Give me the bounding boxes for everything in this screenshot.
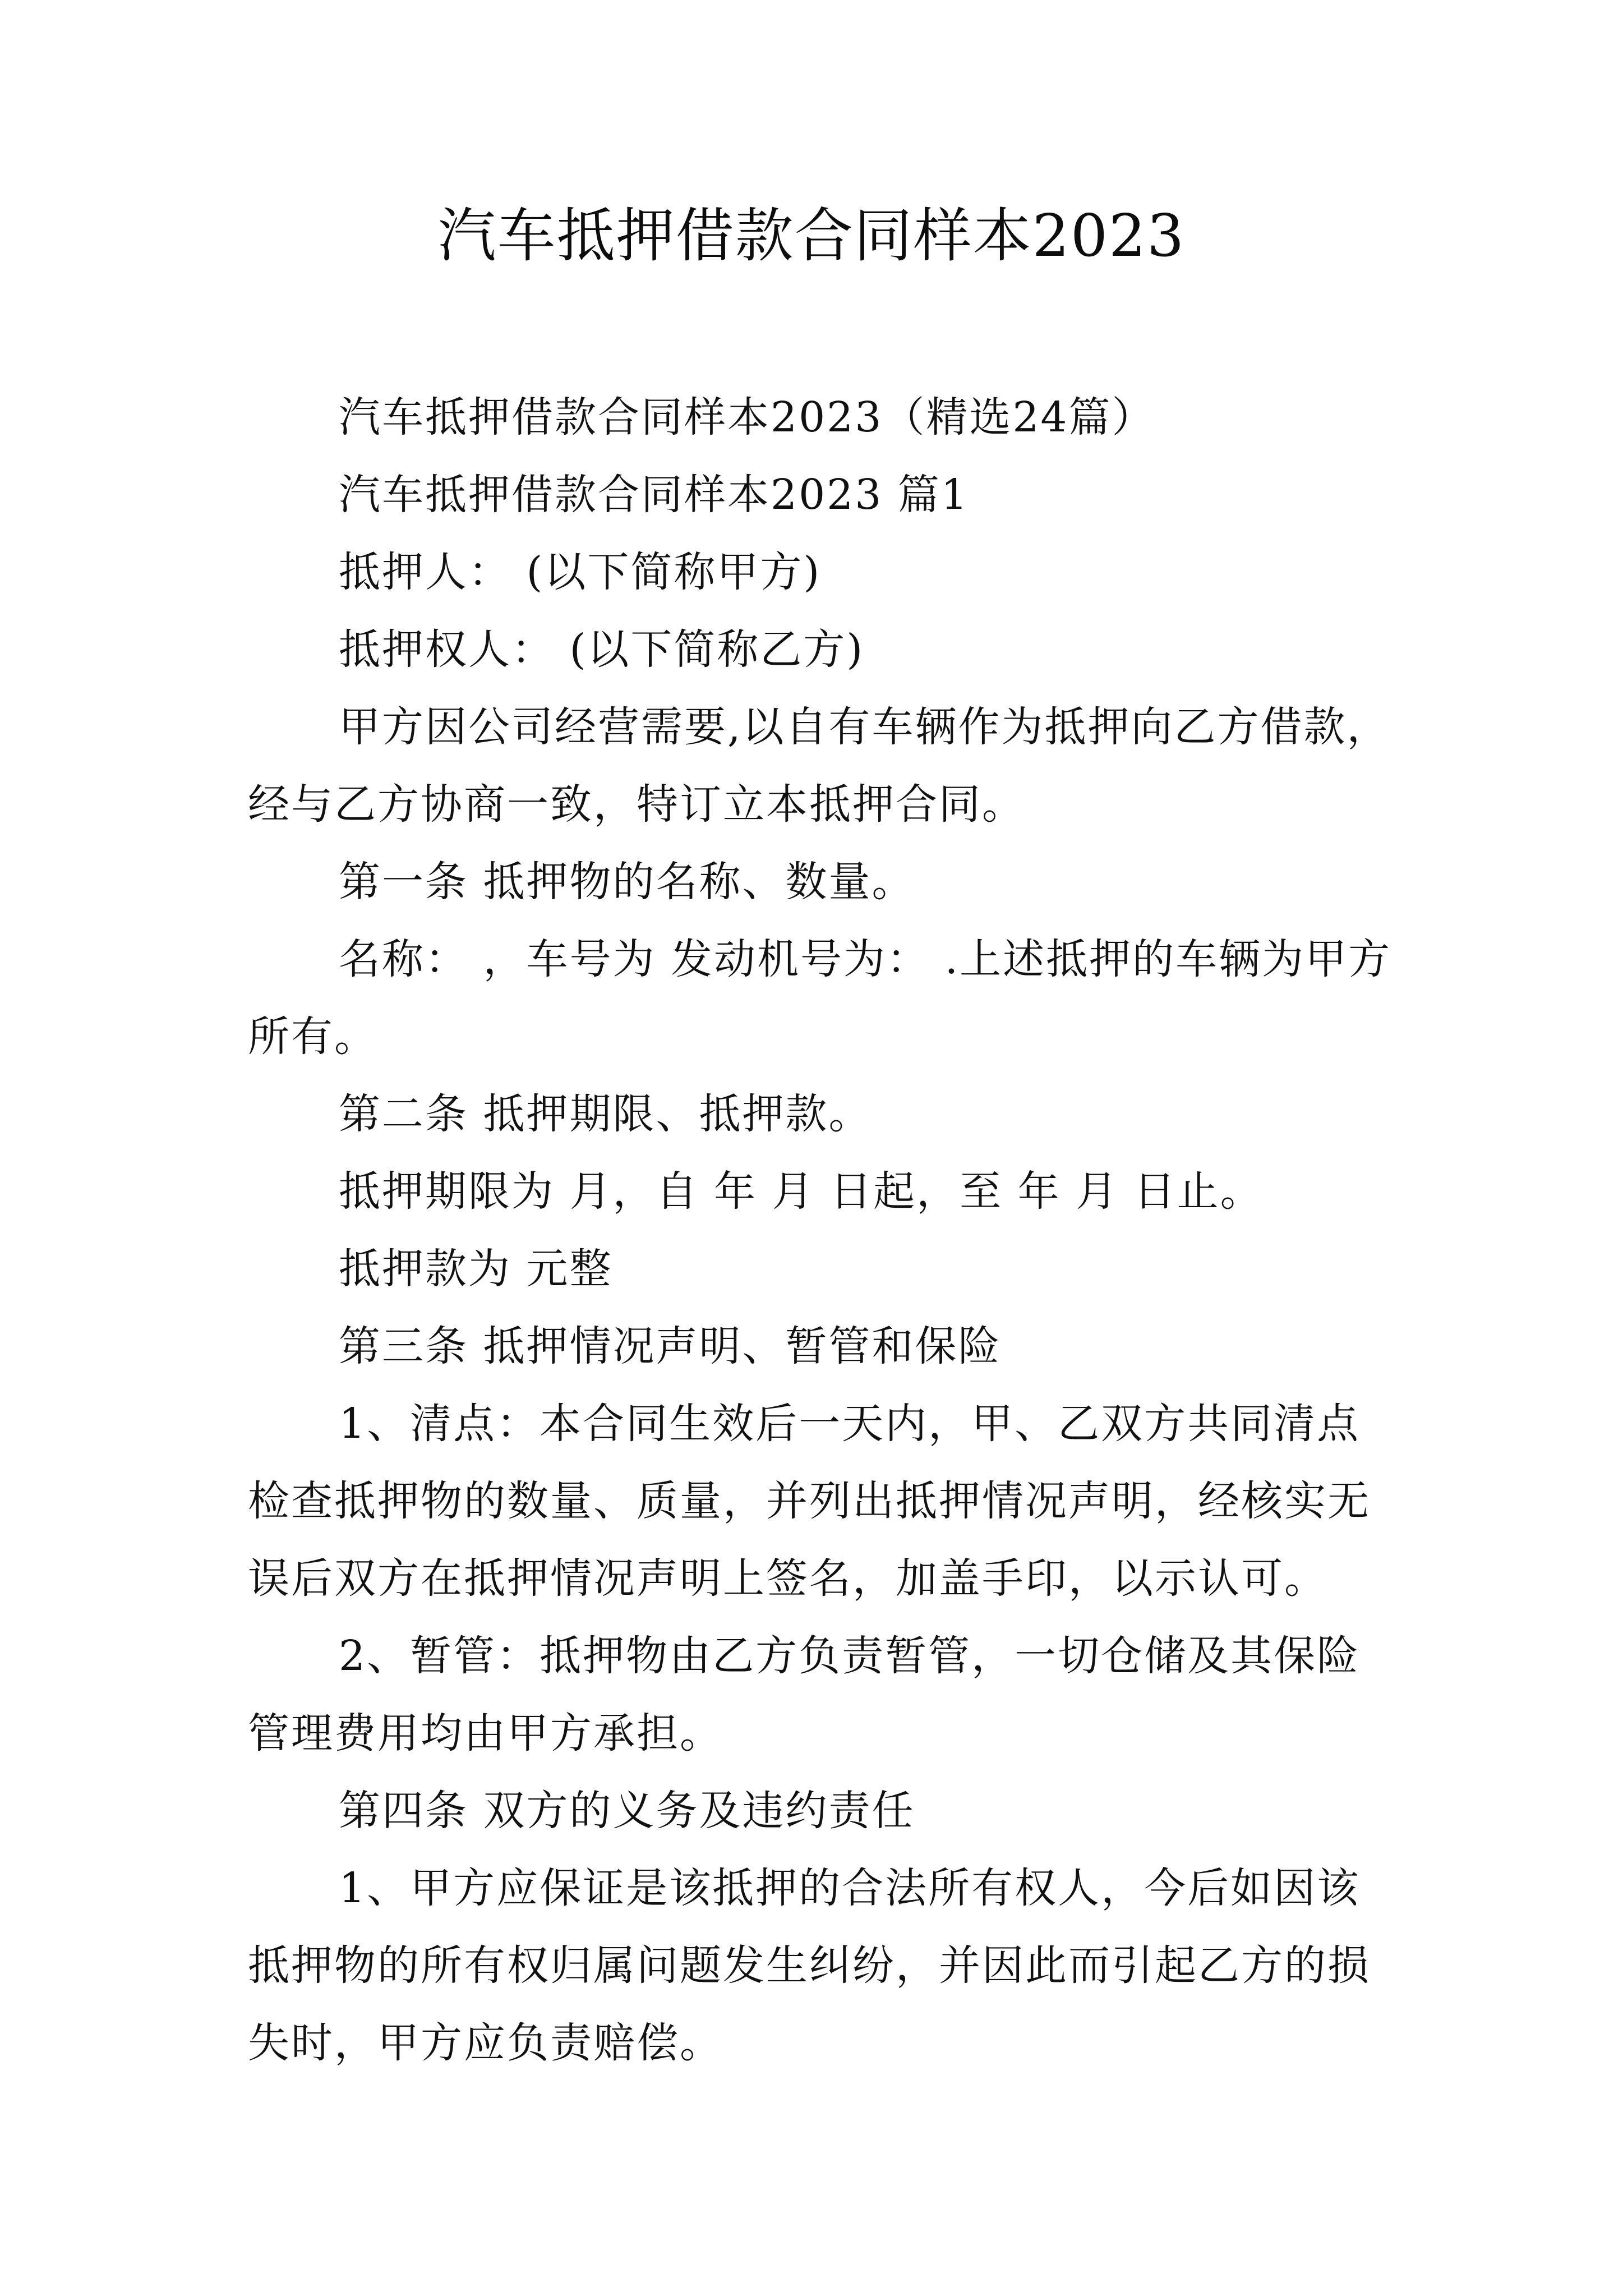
paragraph-article-1-name: 名称： ，车号为 发动机号为： .上述抵押的车辆为甲方所有。 bbox=[248, 935, 1392, 1061]
document-title: 汽车抵押借款合同样本2023 bbox=[437, 201, 1186, 270]
paragraph-mortgagee: 抵押权人： (以下简称乙方) bbox=[339, 625, 865, 674]
paragraph-article-3-item-2: 2、暂管：抵押物由乙方负责暂管，一切仓储及其保险管理费用均由甲方承担。 bbox=[248, 1632, 1361, 1757]
paragraph-article-3-item-1: 1、清点：本合同生效后一天内，甲、乙双方共同清点检查抵押物的数量、质量，并列出抵押情况声明，经核实无误后双方在抵押情况声明上签名，加盖手印，以示认可。 bbox=[248, 1400, 1371, 1603]
paragraph-section-heading: 汽车抵押借款合同样本2023 篇1 bbox=[339, 471, 969, 519]
paragraph-preamble: 甲方因公司经营需要,以自有车辆作为抵押向乙方借款，经与乙方协商一致，特订立本抵押合同。 bbox=[248, 703, 1390, 829]
paragraph-article-2-amount: 抵押款为 元整 bbox=[339, 1245, 613, 1293]
paragraph-article-2: 第二条 抵押期限、抵押款。 bbox=[339, 1090, 872, 1138]
paragraph-article-1: 第一条 抵押物的名称、数量。 bbox=[339, 858, 915, 906]
paragraph-article-4-item-1: 1、甲方应保证是该抵押的合法所有权人，今后如因该抵押物的所有权归属问题发生纠纷，并因此而引起乙方的损失时，甲方应负责赔偿。 bbox=[248, 1864, 1371, 2067]
paragraph-collection-title: 汽车抵押借款合同样本2023（精选24篇） bbox=[339, 393, 1155, 441]
paragraph-article-2-term: 抵押期限为 月，自 年 月 日起，至 年 月 日止。 bbox=[339, 1167, 1264, 1216]
document-body bbox=[248, 379, 1392, 2082]
paragraph-mortgagor: 抵押人： (以下简称甲方) bbox=[339, 548, 822, 596]
paragraph-article-4: 第四条 双方的义务及违约责任 bbox=[339, 1787, 915, 1835]
paragraph-article-3: 第三条 抵押情况声明、暂管和保险 bbox=[339, 1322, 1002, 1370]
